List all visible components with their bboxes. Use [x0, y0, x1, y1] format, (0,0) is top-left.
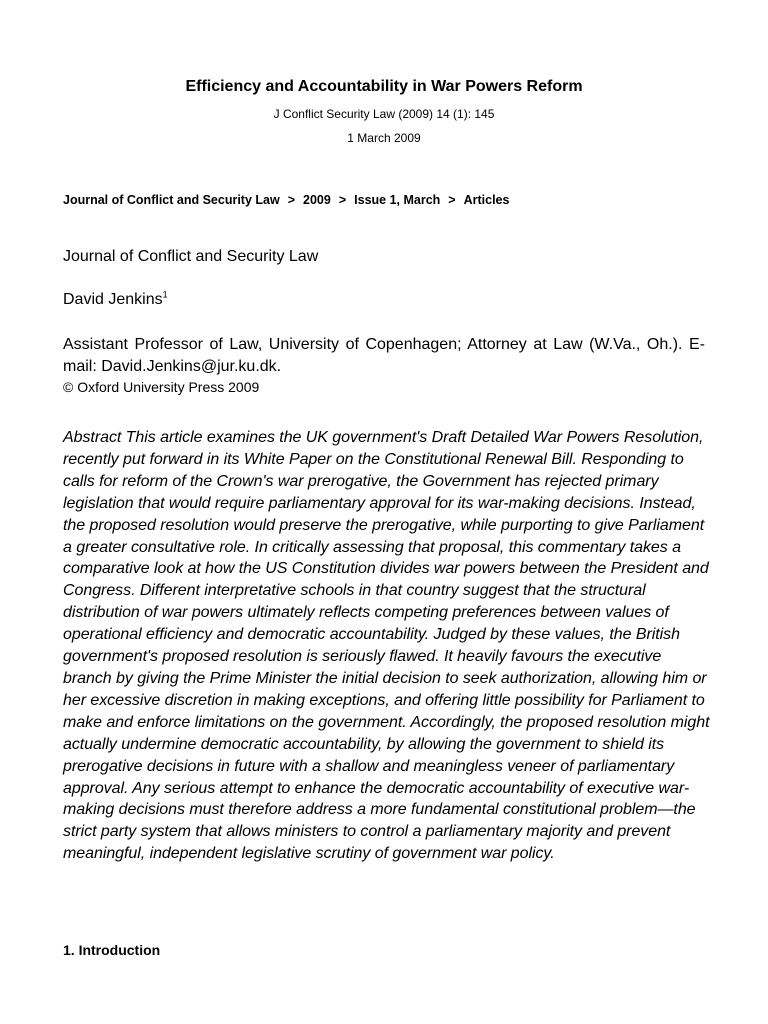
author-line	[63, 289, 168, 311]
journal-name: Journal of Conflict and Security Law	[63, 248, 319, 265]
article-title: Efficiency and Accountability in War Powers Reform	[185, 78, 583, 95]
copyright-notice: © Oxford University Press 2009	[63, 379, 260, 395]
breadcrumb-year[interactable]: 2009	[303, 193, 331, 207]
breadcrumb-issue[interactable]: Issue 1, March	[354, 193, 441, 207]
author-affiliation: Assistant Professor of Law, University of Copenhagen; Attorney at Law (W.Va., Oh.). E-mail: David.Jenkins@jur.ku.dk.	[63, 336, 705, 375]
author-footnote-marker[interactable]: 1	[162, 289, 168, 300]
abstract-text: Abstract This article examines the UK government's Draft Detailed War Powers Resolution, recently put forward in its White Paper on the Constitutional Renewal Bill. Responding to calls for reform of the Crown's war prerogative, the Government has rejected primary legislation that would require parliamentary approval for its war-making decisions. Instead, the proposed resolution would preserve the prerogative, while purporting to give Parliament a greater consultative role. In critically assessing that proposal, this commentary takes a comparative look at how the US Constitution divides war powers between the President and Congress. Different interpretative schools in that country suggest that the structural distribution of war powers ultimately reflects competing preferences between values of operational efficiency and democratic accountability. Judged by these values, the British government's proposed resolution is seriously flawed. It heavily favours the executive branch by giving the Prime Minister the initial decision to seek authorization, allowing him or her excessive discretion in making exceptions, and offering little possibility for Parliament to make and enforce limitations on the government. Accordingly, the proposed resolution might actually undermine democratic accountability, by allowing the government to shield its prerogative decisions in future with a shallow and meaningless veneer of parliamentary approval. Any serious attempt to enhance the democratic accountability of executive war-making decisions must therefore address a more fundamental constitutional problem—the strict party system that allows ministers to control a parliamentary majority and prevent meaningful, independent legislative scrutiny of government war policy.	[63, 429, 710, 863]
author-name: David Jenkins	[63, 291, 163, 308]
breadcrumb	[63, 191, 509, 209]
breadcrumb-articles[interactable]: Articles	[463, 193, 510, 207]
breadcrumb-journal[interactable]: Journal of Conflict and Security Law	[63, 193, 280, 207]
publication-date: 1 March 2009	[347, 131, 421, 145]
article-citation: J Conflict Security Law (2009) 14 (1): 145	[273, 107, 495, 121]
breadcrumb-separator: >	[448, 193, 456, 207]
section-heading: 1. Introduction	[63, 942, 161, 958]
breadcrumb-separator: >	[338, 193, 347, 207]
breadcrumb-separator: >	[287, 193, 296, 207]
